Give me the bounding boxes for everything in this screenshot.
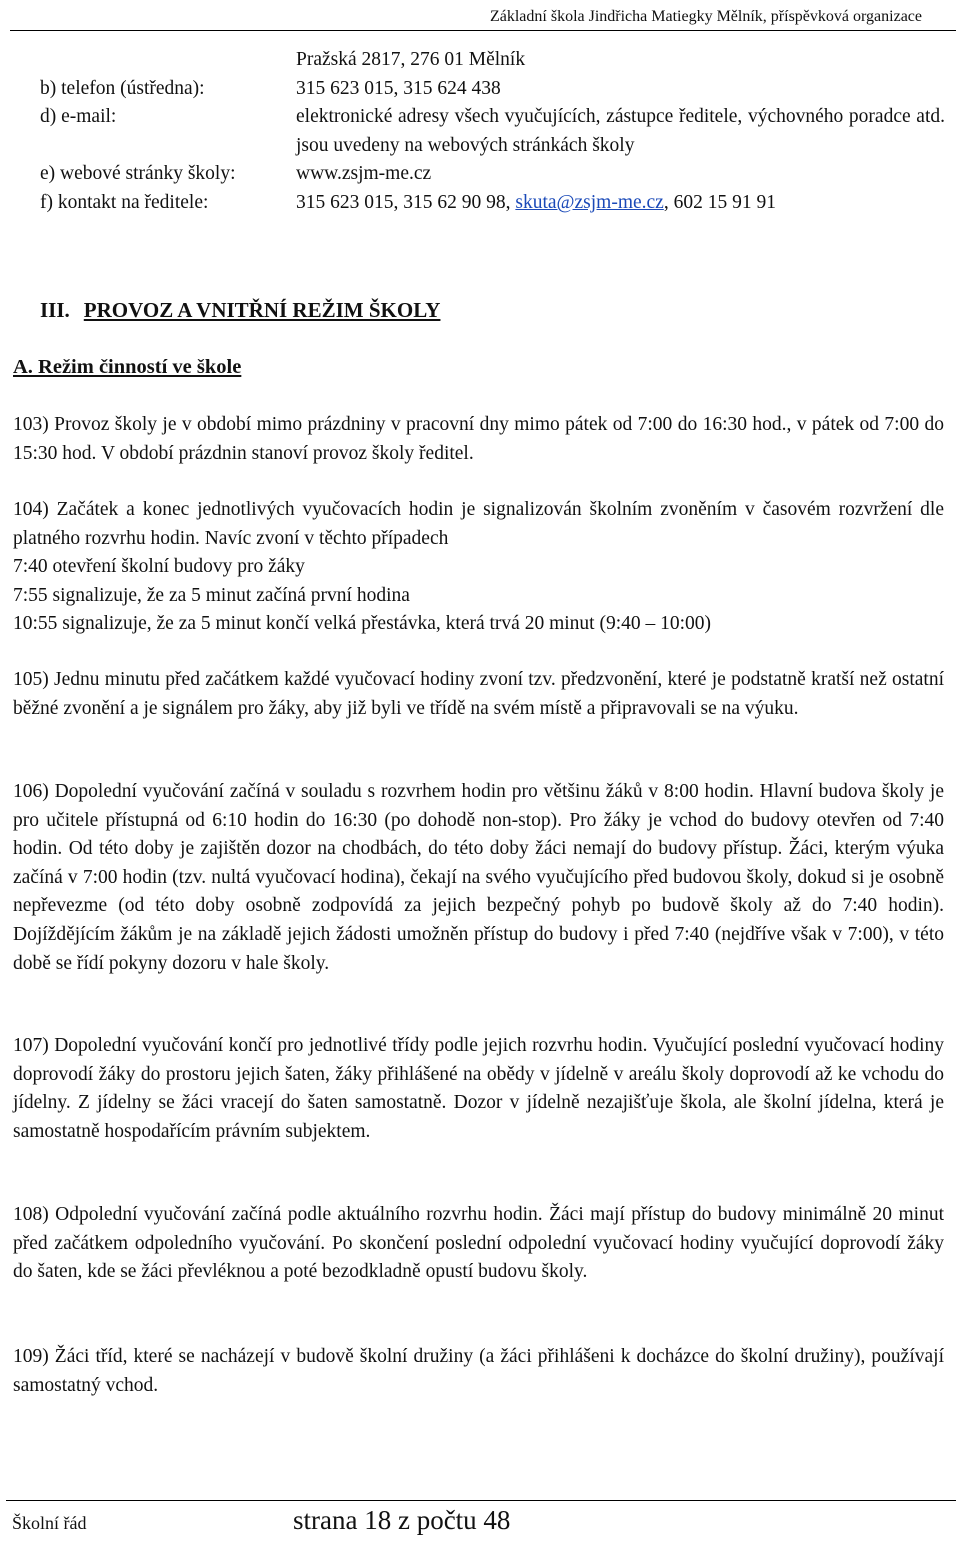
paragraph-106: 106) Dopolední vyučování začíná v souladu s rozvrhem hodin pro většinu žáků v 8:00 hodin. Hlavní budova školy je pro učitele přístupná od 6:10 hodin do 16:30 (po dohodě non-stop). Pro žáky je vchod do budovy otevřen od 7:40 hodin. Od této doby je zajištěn dozor na chodbách, do této doby žáci nemají do budovy přístup. Žáci, kterým výuka začíná v 7:00 hodin (tzv. nultá vyučovací hodina), čekají na svého vyučujícího před budovou školy, dokud si je osobně nepřevezme (od této doby osobně zodpovídá za jejich bezpečný pohyb po budově školy až do 7:40 hodin). Dojíždějícím žákům je na základě jejich žádosti umožněn přístup do budovy i před 7:40 (nejdříve však v 7:00), v této době se řídí pokyny dozoru v hale školy. (13, 781, 944, 974)
director-row (40, 189, 945, 218)
phone-row (40, 75, 945, 104)
school-name: Základní škola Jindřicha Matiegky Mělník, příspěvková organizace (489, 8, 922, 25)
email-value: elektronické adresy všech vyučujících, zástupce ředitele, výchovného poradce atd. jsou uvedeny na webových stránkách školy (296, 106, 945, 156)
schedule-line-2: 7:55 signalizuje, že za 5 minut začíná první hodina (13, 584, 410, 606)
address-row (40, 46, 945, 75)
paragraph-108: 108) Odpolední vyučování začíná podle aktuálního rozvrhu hodin. Žáci mají přístup do budovy minimálně 20 minut před začátkem odpoledního vyučování. Po skončení poslední odpolední vyučovací hodiny vyučující doprovodí žáky do šaten, kde se žáci převléknou a poté bezodkladně opustí budovu školy. (13, 1204, 944, 1283)
director-email-link[interactable]: skuta@zsjm-me.cz (515, 191, 664, 213)
web-value: www.zsjm-me.cz (296, 163, 432, 185)
paragraph-105: 105) Jednu minutu před začátkem každé vyučovací hodiny zvoní tzv. předzvonění, které je podstatně kratší než ostatní běžné zvonění a je signálem pro žáky, aby již byli ve třídě na svém místě a připravovali se na výuku. (13, 669, 944, 719)
schedule-line-1: 7:40 otevření školní budovy pro žáky (13, 556, 305, 578)
contact-block (40, 46, 945, 218)
paragraph-103: 103) Provoz školy je v období mimo prázdniny v pracovní dny mimo pátek od 7:00 do 16:30 hod., v pátek od 7:00 do 15:30 hod. V období prázdnin stanoví provoz školy ředitel. (13, 414, 944, 464)
footer-document-name: Školní řád (12, 1513, 87, 1533)
page-header (10, 0, 956, 31)
page-footer (6, 1500, 956, 1539)
section-heading (40, 298, 440, 323)
phone-label: b) telefon (ústředna): (40, 77, 205, 99)
web-row (40, 160, 945, 189)
email-label: d) e-mail: (40, 106, 117, 128)
web-label: e) webové stránky školy: (40, 163, 236, 185)
footer-page-number: strana 18 z počtu 48 (293, 1505, 511, 1535)
paragraph-104: 104) Začátek a konec jednotlivých vyučovacích hodin je signalizován školním zvoněním v časovém rozvržení dle platného rozvrhu hodin. Navíc zvoní v těchto případech 7:40 otevření školní budovy pro žáky 7:55 signalizuje, že za 5 minut začíná první hodina 10:55 signalizuje, že za 5 minut končí velká přestávka, která trvá 20 minut (9:40 – 10:00) (13, 496, 944, 639)
director-value: 315 623 015, 315 62 90 98, skuta@zsjm-me.cz, 602 15 91 91 (296, 191, 776, 213)
section-title: PROVOZ A VNITŘNÍ REŽIM ŠKOLY (83, 298, 441, 322)
address-value: Pražská 2817, 276 01 Mělník (296, 49, 526, 70)
subsection-title: A. Režim činností ve škole (13, 356, 242, 378)
director-label: f) kontakt na ředitele: (40, 191, 209, 213)
subsection-heading (13, 356, 241, 379)
paragraph-107: 107) Dopolední vyučování končí pro jednotlivé třídy podle jejich rozvrhu hodin. Vyučující poslední vyučovací hodiny doprovodí žáky do prostoru jejich šaten, žáky přihlášené na obědy v jídelně v areálu školy doprovodí až ke vchodu do jídelny. Z jídelny se žáci vracejí do šaten samostatně. Dozor v jídelně nezajišťuje škola, ale školní jídelna, která je samostatně hospodařícím právním subjektem. (13, 1035, 944, 1142)
email-row (40, 103, 945, 160)
schedule-line-3: 10:55 signalizuje, že za 5 minut končí velká přestávka, která trvá 20 minut (9:40 – 10:00) (13, 613, 712, 635)
phone-value: 315 623 015, 315 624 438 (296, 77, 501, 99)
paragraph-109: 109) Žáci tříd, které se nacházejí v budově školní družiny (a žáci přihlášeni k docházce do školní družiny), používají samostatný vchod. (13, 1346, 944, 1396)
section-number: III. (40, 298, 70, 322)
